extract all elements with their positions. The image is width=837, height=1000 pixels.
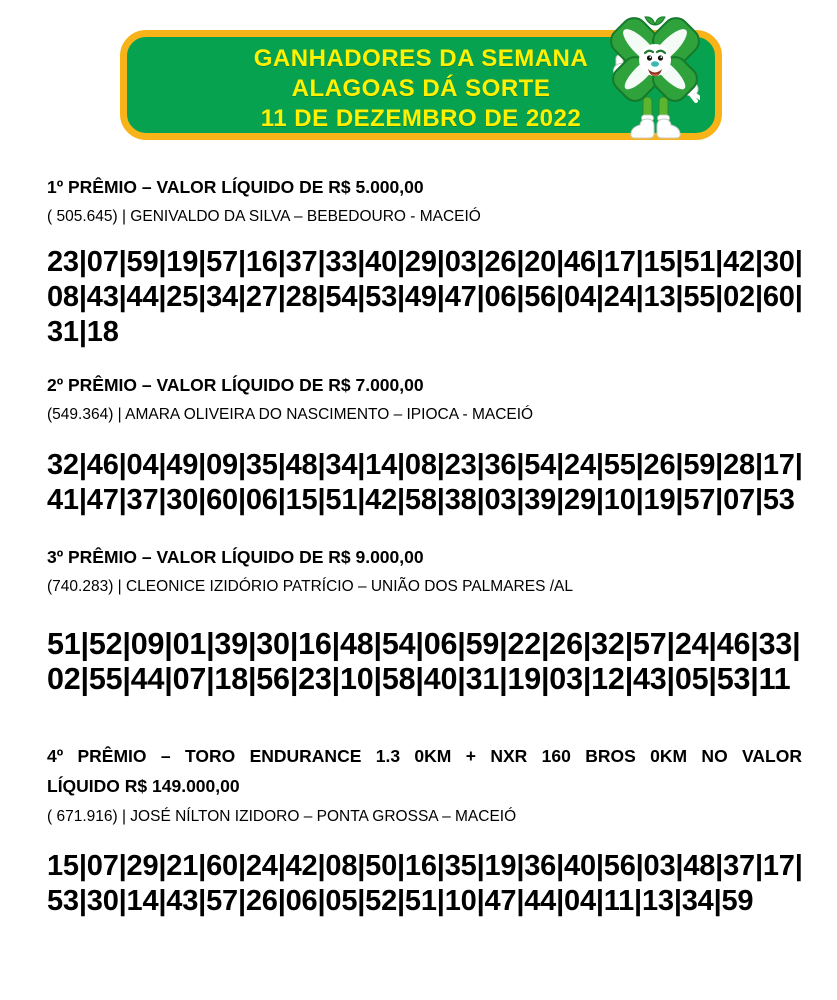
numbers-line: 31|18 [47, 316, 119, 348]
numbers-line: 51|52|09|01|39|30|16|48|54|06|59|22|26|32|57|24|46|33| [47, 627, 801, 661]
prize-4-title-line2: LÍQUIDO R$ 149.000,00 [47, 776, 240, 796]
prize-4-winner: ( 671.916) | JOSÉ NÍLTON IZIDORO – PONTA GROSSA – MACEIÓ [47, 808, 517, 825]
prize-2-numbers [47, 448, 802, 518]
prize-3-winner: (740.283) | CLEONICE IZIDÓRIO PATRÍCIO – UNIÃO DOS PALMARES /AL [47, 578, 573, 595]
prize-section-3 [47, 544, 802, 697]
header-banner [120, 30, 722, 140]
prize-section-1 [47, 174, 802, 350]
banner-subtitle: ALAGOAS DÁ SORTE [291, 75, 551, 102]
prize-3-title: 3º PRÊMIO – VALOR LÍQUIDO DE R$ 9.000,00 [47, 547, 424, 567]
prize-2-title: 2º PRÊMIO – VALOR LÍQUIDO DE R$ 7.000,00 [47, 375, 424, 395]
clover-mascot-icon [610, 13, 700, 141]
prize-1-numbers [47, 245, 802, 350]
numbers-line: 02|55|44|07|18|56|23|10|58|40|31|19|03|12|43|05|53|11 [47, 662, 791, 696]
numbers-line: 32|46|04|49|09|35|48|34|14|08|23|36|54|24|55|26|59|28|17| [47, 449, 803, 481]
prize-section-4 [47, 741, 802, 919]
numbers-line: 15|07|29|21|60|24|42|08|50|16|35|19|36|40|56|03|48|37|17| [47, 850, 803, 882]
banner-title: GANHADORES DA SEMANA [253, 45, 589, 72]
numbers-line: 53|30|14|43|57|26|06|05|52|51|10|47|44|04|11|13|34|59 [47, 885, 754, 917]
banner-date: 11 DE DEZEMBRO DE 2022 [260, 105, 582, 132]
lottery-results-flyer [0, 30, 837, 1000]
numbers-line: 08|43|44|25|34|27|28|54|53|49|47|06|56|04|24|13|55|02|60| [47, 281, 803, 313]
prize-2-winner: (549.364) | AMARA OLIVEIRA DO NASCIMENTO – IPIOCA - MACEIÓ [47, 406, 534, 423]
prize-4-numbers [47, 849, 802, 919]
prize-4-title: 4º PRÊMIO – TORO ENDURANCE 1.3 0KM + NXR 160 BROS 0KM NO VALOR [47, 746, 802, 766]
prize-1-title: 1º PRÊMIO – VALOR LÍQUIDO DE R$ 5.000,00 [47, 177, 424, 197]
results-content [47, 174, 802, 919]
prize-section-2 [47, 372, 802, 518]
numbers-line: 41|47|37|30|60|06|15|51|42|58|38|03|39|29|10|19|57|07|53 [47, 484, 795, 516]
prize-3-numbers [47, 627, 802, 697]
prize-1-winner: ( 505.645) | GENIVALDO DA SILVA – BEBEDOURO - MACEIÓ [47, 208, 481, 225]
numbers-line: 23|07|59|19|57|16|37|33|40|29|03|26|20|46|17|15|51|42|30| [47, 246, 803, 278]
